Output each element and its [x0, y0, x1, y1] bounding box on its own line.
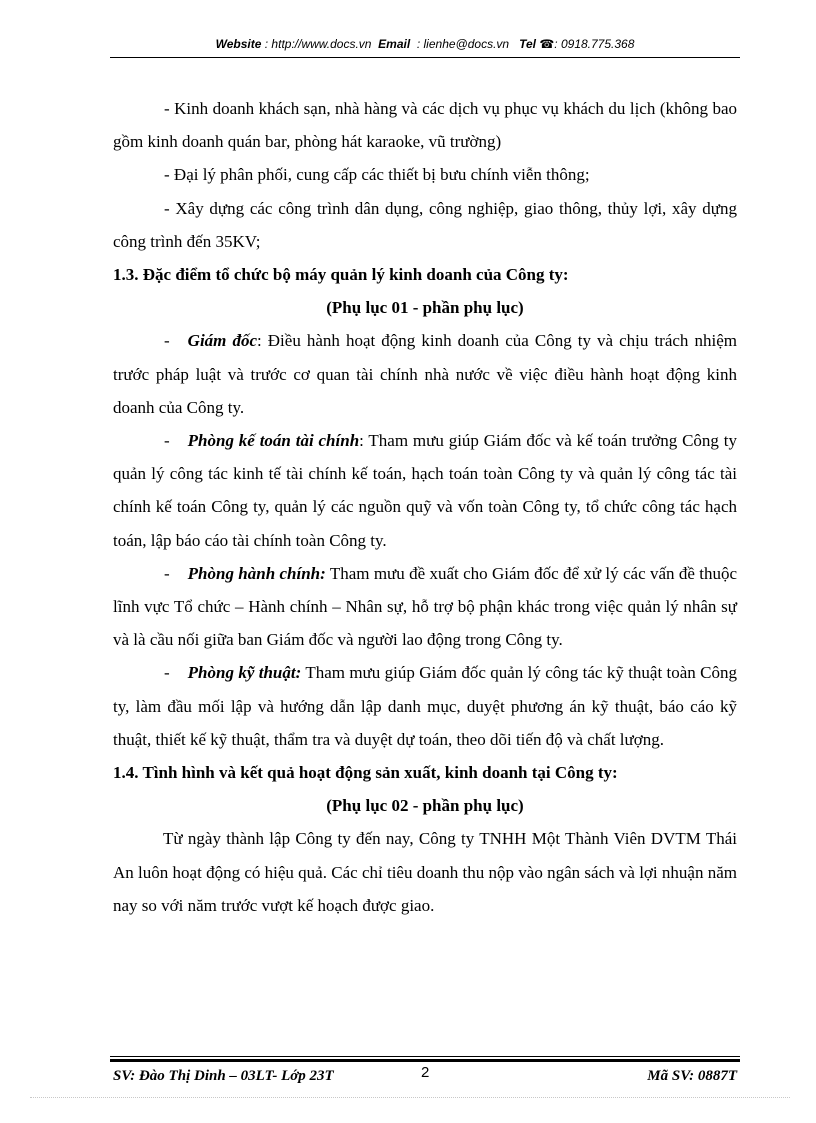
page-number: 2 [421, 1064, 430, 1081]
director-description: : Điều hành hoạt động kinh doanh của Công ty và chịu trách nhiệm trước pháp luật và trước cơ quan tài chính nhà nước về việc điều hành hoạt động kinh doanh của Công ty. [113, 331, 737, 417]
term-admin: Phòng hành chính: [187, 563, 326, 583]
appendix-note-02: (Phụ lục 02 - phần phụ lục) [326, 796, 524, 816]
bullet-dash: - [164, 563, 170, 583]
term-accounting: Phòng kế toán tài chính [187, 431, 360, 451]
email-value: : lienhe@docs.vn [416, 37, 510, 51]
technical-description: Tham mưu giúp Giám đốc quản lý công tác kỹ thuật toàn Công ty, làm đầu mối lập và hướng dẫn lập danh mục, duyệt phương án kỹ thuật, báo cáo kỹ thuật, thiết kế kỹ thuật, thẩm tra và duyệt dự toán, theo dõi tiến độ và chất lượng. [113, 663, 738, 749]
page-header [110, 37, 740, 51]
admin-description: Tham mưu đề xuất cho Giám đốc để xử lý các vấn đề thuộc lĩnh vực Tổ chức – Hành chính – Nhân sự, hỗ trợ bộ phận khác trong việc quản lý nhân sự và là cầu nối giữa ban Giám đốc và người lao động trong Công ty. [113, 563, 738, 650]
phone-icon: ☎ [539, 37, 555, 51]
document-body [113, 92, 737, 922]
header-rule [110, 57, 740, 58]
bullet-dash: - [164, 663, 170, 683]
email-label: Email [378, 37, 411, 51]
appendix-note-01: (Phụ lục 01 - phần phụ lục) [326, 298, 524, 318]
bullet-dash: - [164, 331, 170, 351]
accounting-description: : Tham mưu giúp Giám đốc và kế toán trưởng Công ty quản lý công tác kinh tế tài chính kế toán, hạch toán toàn Công ty và quản lý công tác tài chính kế toán Công ty, quản lý các nguồn quỹ và vốn toàn Công ty, tổ chức công tác hạch toán, lập báo cáo tài chính toàn Công ty. [113, 431, 737, 550]
paragraph-director [113, 324, 737, 424]
website-label: Website [215, 37, 262, 51]
paragraph-business-telecom: - Đại lý phân phối, cung cấp các thiết bị bưu chính viễn thông; [164, 165, 590, 185]
tel-value: : 0918.775.368 [554, 37, 635, 51]
paragraph-business-construction: - Xây dựng các công trình dân dụng, công nghiệp, giao thông, thủy lợi, xây dựng công trình đến 35KV; [113, 198, 737, 251]
paragraph-admin [113, 557, 737, 657]
paragraph-results: Từ ngày thành lập Công ty đến nay, Công ty TNHH Một Thành Viên DVTM Thái An luôn hoạt động có hiệu quả. Các chỉ tiêu doanh thu nộp vào ngân sách và lợi nhuận năm nay so với năm trước vượt kế hoạch được giao. [113, 829, 737, 915]
term-technical: Phòng kỹ thuật: [187, 663, 302, 683]
tel-label: Tel [519, 37, 536, 51]
paragraph-technical [113, 656, 737, 756]
footer-rule-thin [110, 1056, 740, 1057]
bullet-dash: - [164, 431, 170, 451]
footer-author: SV: Đào Thị Dinh – 03LT- Lớp 23T [113, 1068, 334, 1084]
page-bottom-border [30, 1097, 790, 1098]
website-value: : http://www.docs.vn [264, 37, 372, 51]
footer-student-id: Mã SV: 0887T [647, 1068, 737, 1084]
paragraph-accounting [113, 424, 737, 557]
footer-rule-thick [110, 1059, 740, 1062]
section-heading-1-4: 1.4. Tình hình và kết quả hoạt động sản xuất, kinh doanh tại Công ty: [113, 763, 618, 783]
term-director: Giám đốc [187, 331, 257, 351]
section-heading-1-3: 1.3. Đặc điểm tổ chức bộ máy quản lý kinh doanh của Công ty: [113, 265, 569, 285]
paragraph-business-hotel: - Kinh doanh khách sạn, nhà hàng và các dịch vụ phục vụ khách du lịch (không bao gồm kinh doanh quán bar, phòng hát karaoke, vũ trường) [113, 99, 737, 152]
